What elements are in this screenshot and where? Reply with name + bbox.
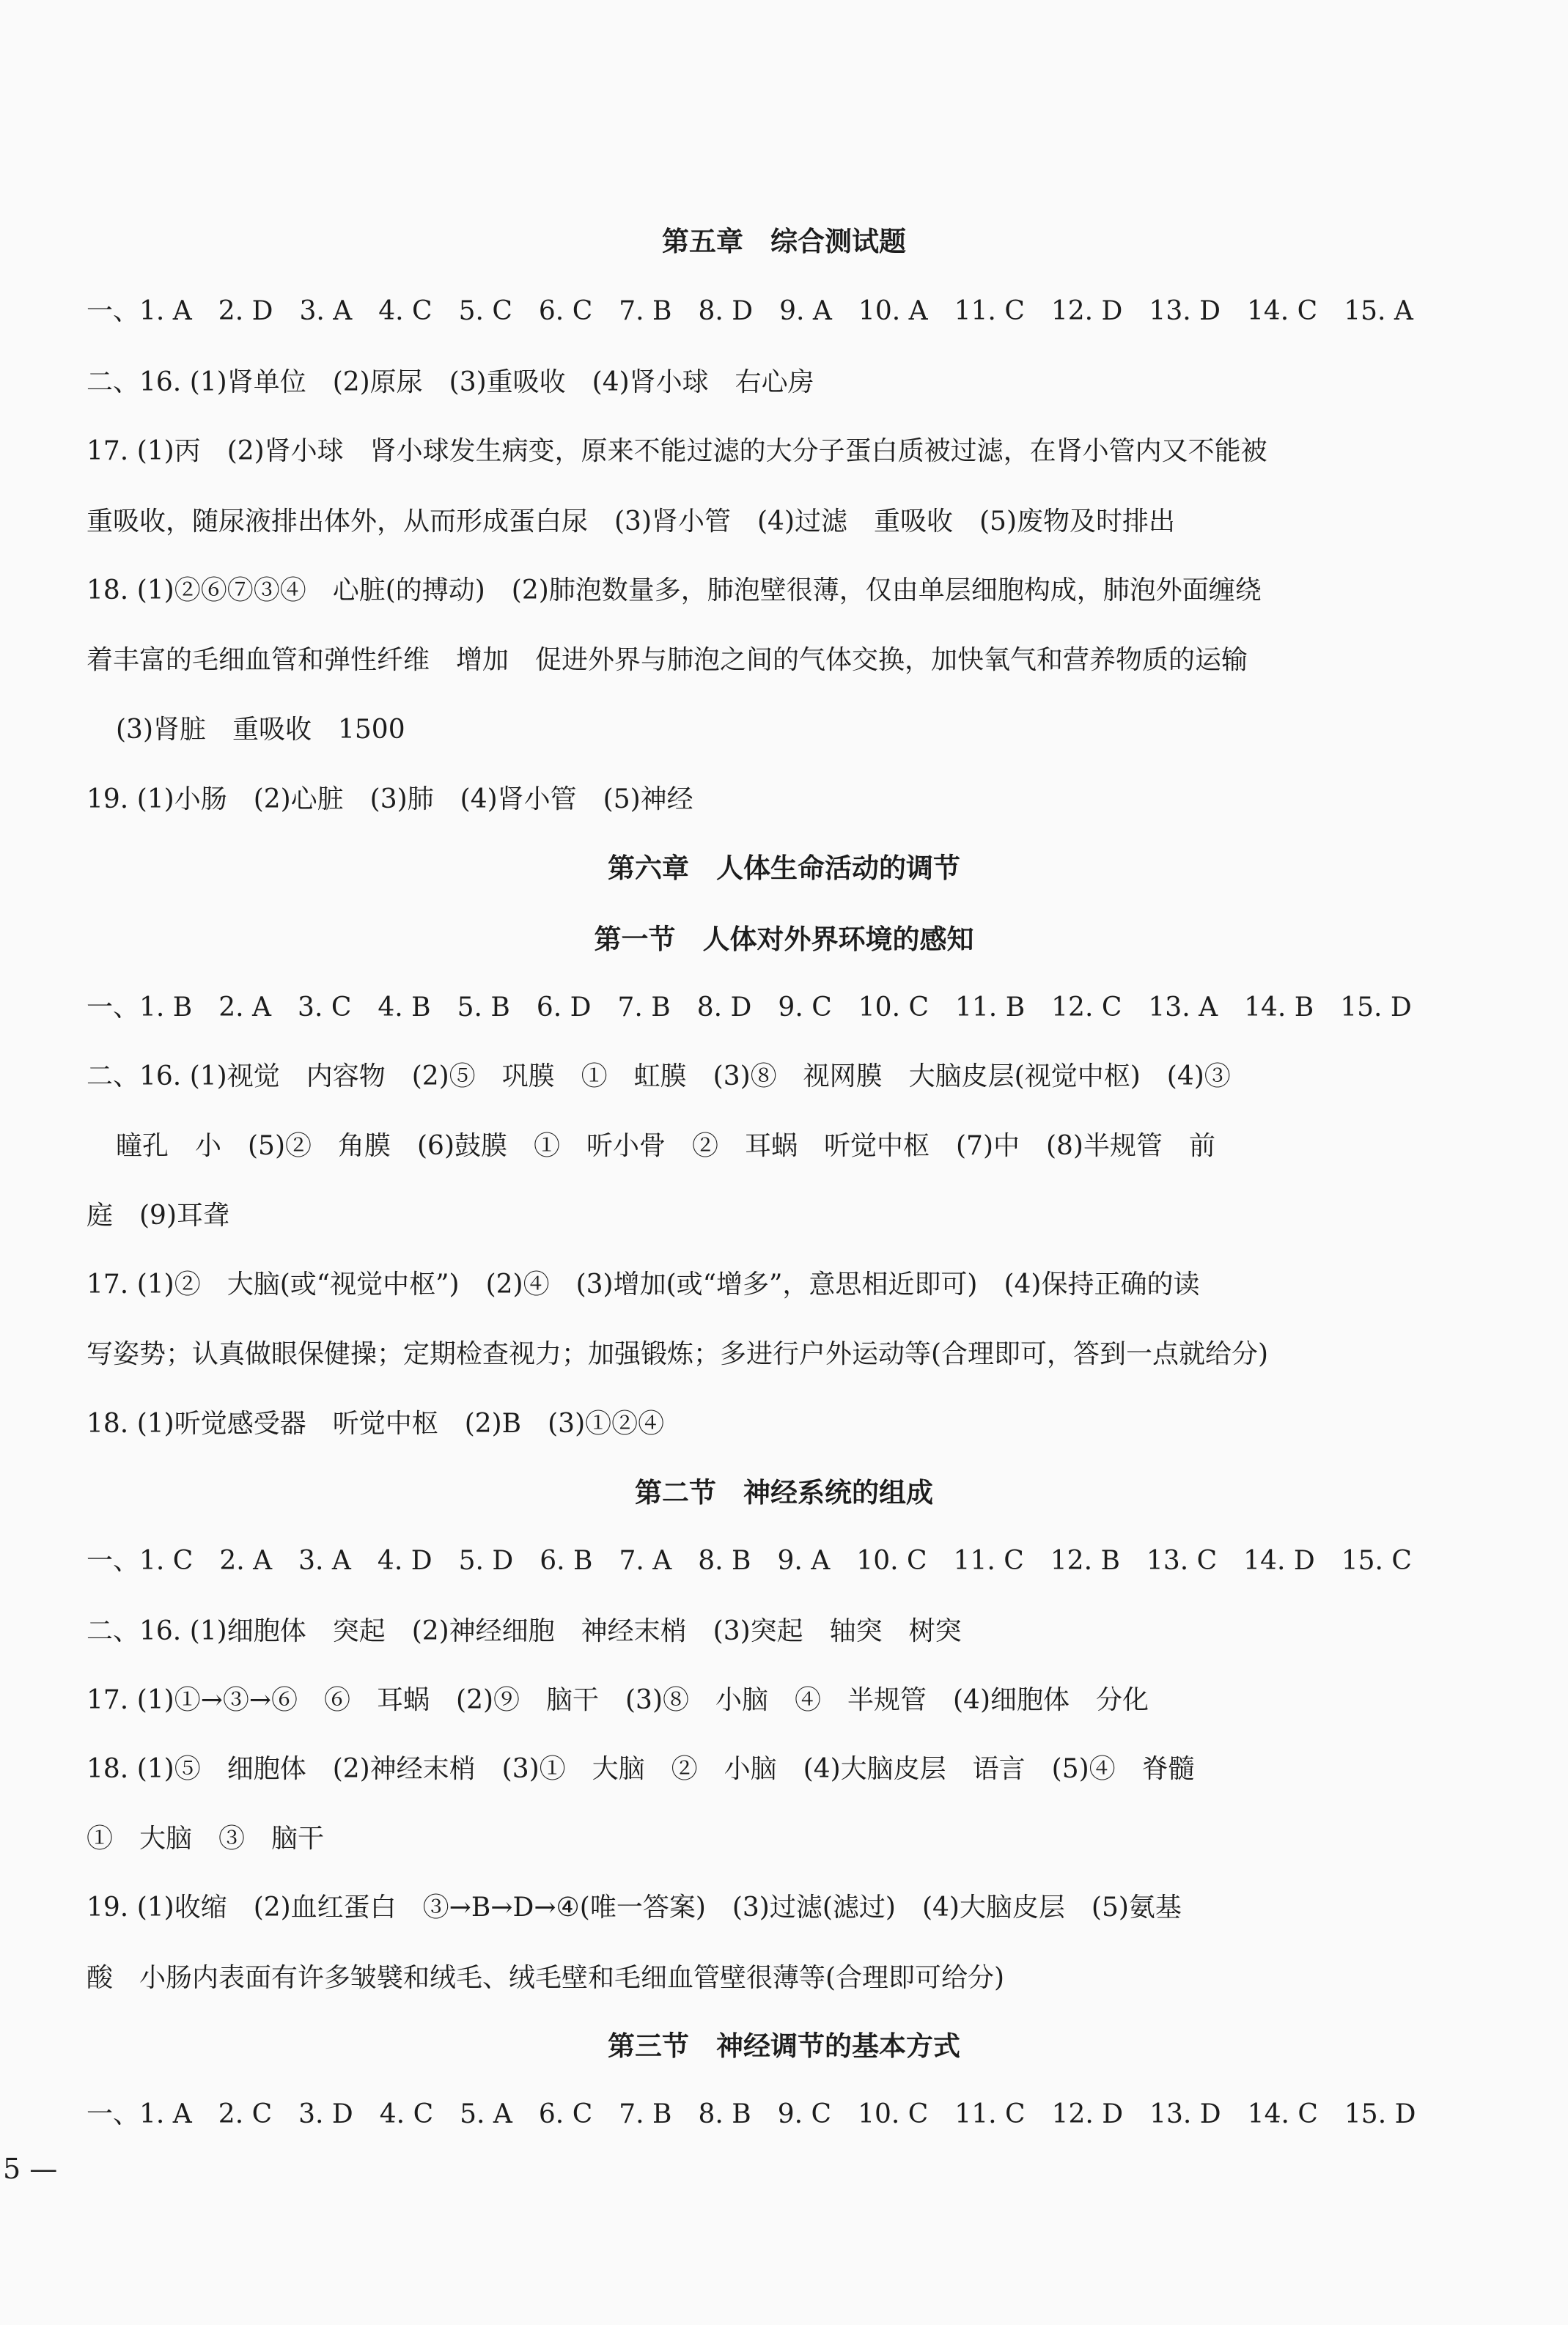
ch5-q19-answer: 19. (1)小肠 (2)心脏 (3)肺 (4)肾小管 (5)神经 [87,784,693,814]
s1-q16-answer: 二、16. (1)视觉 内容物 (2)⑤ 巩膜 ① 虹膜 (3)⑧ 视网膜 大脑皮层(视觉中枢) (4)③ [87,1061,1231,1091]
s1-q16-answer-cont: 瞳孔 小 (5)② 角膜 (6)鼓膜 ① 听小骨 ② 耳蜗 听觉中枢 (7)中 (8)半规管 前 [116,1131,1215,1161]
section3-title: 第三节 神经调节的基本方式 [608,2030,960,2062]
ch5-q18-answer-cont: 着丰富的毛细血管和弹性纤维 增加 促进外界与肺泡之间的气体交换，加快氧气和营养物质的运输 [87,645,1248,675]
chapter6-title: 第六章 人体生命活动的调节 [608,852,960,884]
ch5-mc-answers: 一、1. A 2. D 3. A 4. C 5. C 6. C 7. B 8. D 9. A 10. A 11. C 12. D 13. D 14. C 15. A [87,296,1413,326]
ch5-q17-answer-cont: 重吸收，随尿液排出体外，从而形成蛋白尿 (3)肾小管 (4)过滤 重吸收 (5)废物及时排出 [87,506,1175,537]
s1-q18-answer: 18. (1)听觉感受器 听觉中枢 (2)B (3)①②④ [87,1409,665,1439]
s1-q17-answer-cont: 写姿势；认真做眼保健操；定期检查视力；加强锻炼；多进行户外运动等(合理即可，答到一点就给分) [87,1339,1269,1369]
ch5-q17-answer: 17. (1)丙 (2)肾小球 肾小球发生病变，原来不能过滤的大分子蛋白质被过滤，在肾小管内又不能被 [87,436,1267,466]
page-number: 5 — [3,2153,58,2185]
ch5-q16-answer: 二、16. (1)肾单位 (2)原尿 (3)重吸收 (4)肾小球 右心房 [87,367,814,397]
s1-q17-answer: 17. (1)② 大脑(或“视觉中枢”) (2)④ (3)增加(或“增多”，意思相近即可) (4)保持正确的读 [87,1270,1200,1300]
section2-title: 第二节 神经系统的组成 [635,1477,933,1508]
s2-q19-answer: 19. (1)收缩 (2)血红蛋白 ③→B→D→④(唯一答案) (3)过滤(滤过) (4)大脑皮层 (5)氨基 [87,1893,1182,1923]
s2-q16-answer: 二、16. (1)细胞体 突起 (2)神经细胞 神经末梢 (3)突起 轴突 树突 [87,1616,962,1646]
s3-mc-answers: 一、1. A 2. C 3. D 4. C 5. A 6. C 7. B 8. B 9. C 10. C 11. C 12. D 13. D 14. C 15. D [87,2099,1416,2129]
s2-mc-answers: 一、1. C 2. A 3. A 4. D 5. D 6. B 7. A 8. B 9. A 10. C 11. C 12. B 13. C 14. D 15. C [87,1546,1412,1576]
ch5-q18-answer-cont2: (3)肾脏 重吸收 1500 [116,715,405,745]
chapter5-title: 第五章 综合测试题 [662,226,906,257]
s2-q18-answer: 18. (1)⑤ 细胞体 (2)神经末梢 (3)① 大脑 ② 小脑 (4)大脑皮层 语言 (5)④ 脊髓 [87,1754,1195,1784]
section1-title: 第一节 人体对外界环境的感知 [594,924,974,955]
ch5-q18-answer: 18. (1)②⑥⑦③④ 心脏(的搏动) (2)肺泡数量多，肺泡壁很薄，仅由单层细胞构成，肺泡外面缠绕 [87,575,1262,605]
s1-mc-answers: 一、1. B 2. A 3. C 4. B 5. B 6. D 7. B 8. D 9. C 10. C 11. B 12. C 13. A 14. B 15. D [87,992,1412,1023]
s2-q18-answer-cont: ① 大脑 ③ 脑干 [87,1824,325,1854]
s1-q16-answer-cont2: 庭 (9)耳聋 [87,1201,229,1231]
s2-q17-answer: 17. (1)①→③→⑥ ⑥ 耳蜗 (2)⑨ 脑干 (3)⑧ 小脑 ④ 半规管 (4)细胞体 分化 [87,1685,1149,1715]
s2-q19-answer-cont: 酸 小肠内表面有许多皱襞和绒毛、绒毛壁和毛细血管壁很薄等(合理即可给分) [87,1963,1005,1993]
